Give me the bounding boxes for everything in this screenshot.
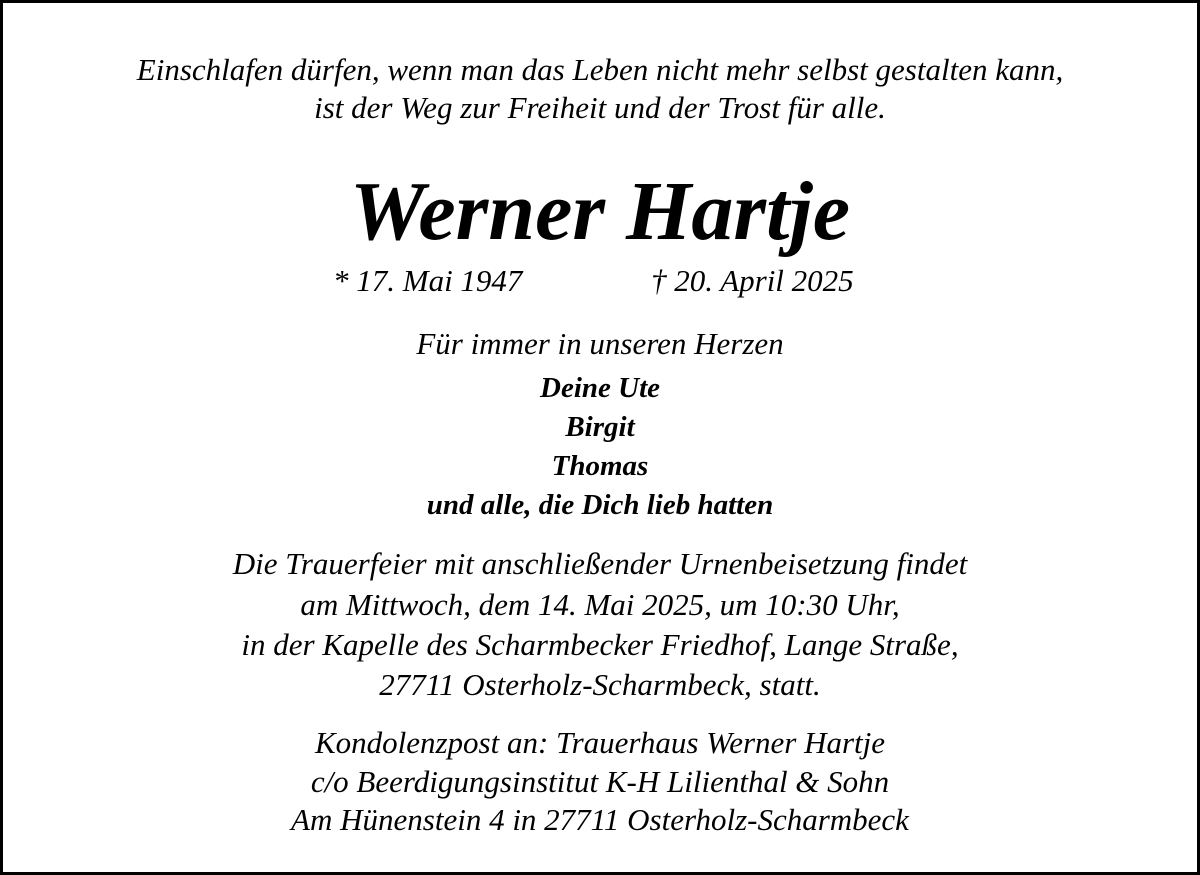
service-line-1: Die Trauerfeier mit anschließender Urnenbeisetzung findet xyxy=(232,546,968,581)
life-dates xyxy=(3,261,1197,301)
deceased-name: Werner Hartje xyxy=(349,165,851,258)
service-line-2: am Mittwoch, dem 14. Mai 2025, um 10:30 Uhr, xyxy=(300,587,900,622)
mourner-ute: Deine Ute xyxy=(540,372,660,404)
motto-line-1: Einschlafen dürfen, wenn man das Leben nicht mehr selbst gestalten kann, xyxy=(136,52,1064,87)
death-date: † 20. April 2025 xyxy=(651,263,854,298)
mourner-thomas: Thomas xyxy=(551,450,649,482)
farewell-line: Für immer in unseren Herzen xyxy=(416,326,784,361)
service-line-3: in der Kapelle des Scharmbecker Friedhof, Lange Straße, xyxy=(241,627,959,662)
motto-line-2: ist der Weg zur Freiheit und der Trost für alle. xyxy=(314,90,886,125)
service-line-4: 27711 Osterholz-Scharmbeck, statt. xyxy=(379,667,821,702)
condolence-line-3: Am Hünenstein 4 in 27711 Osterholz-Scharmbeck xyxy=(291,802,909,837)
condolence-line-1: Kondolenzpost an: Trauerhaus Werner Hartje xyxy=(314,725,886,760)
condolence-line-2: c/o Beerdigungsinstitut K-H Lilienthal & Sohn xyxy=(310,764,890,799)
mourner-birgit: Birgit xyxy=(565,411,635,443)
birth-date: * 17. Mai 1947 xyxy=(333,263,523,298)
mourners-others: und alle, die Dich lieb hatten xyxy=(426,489,774,521)
